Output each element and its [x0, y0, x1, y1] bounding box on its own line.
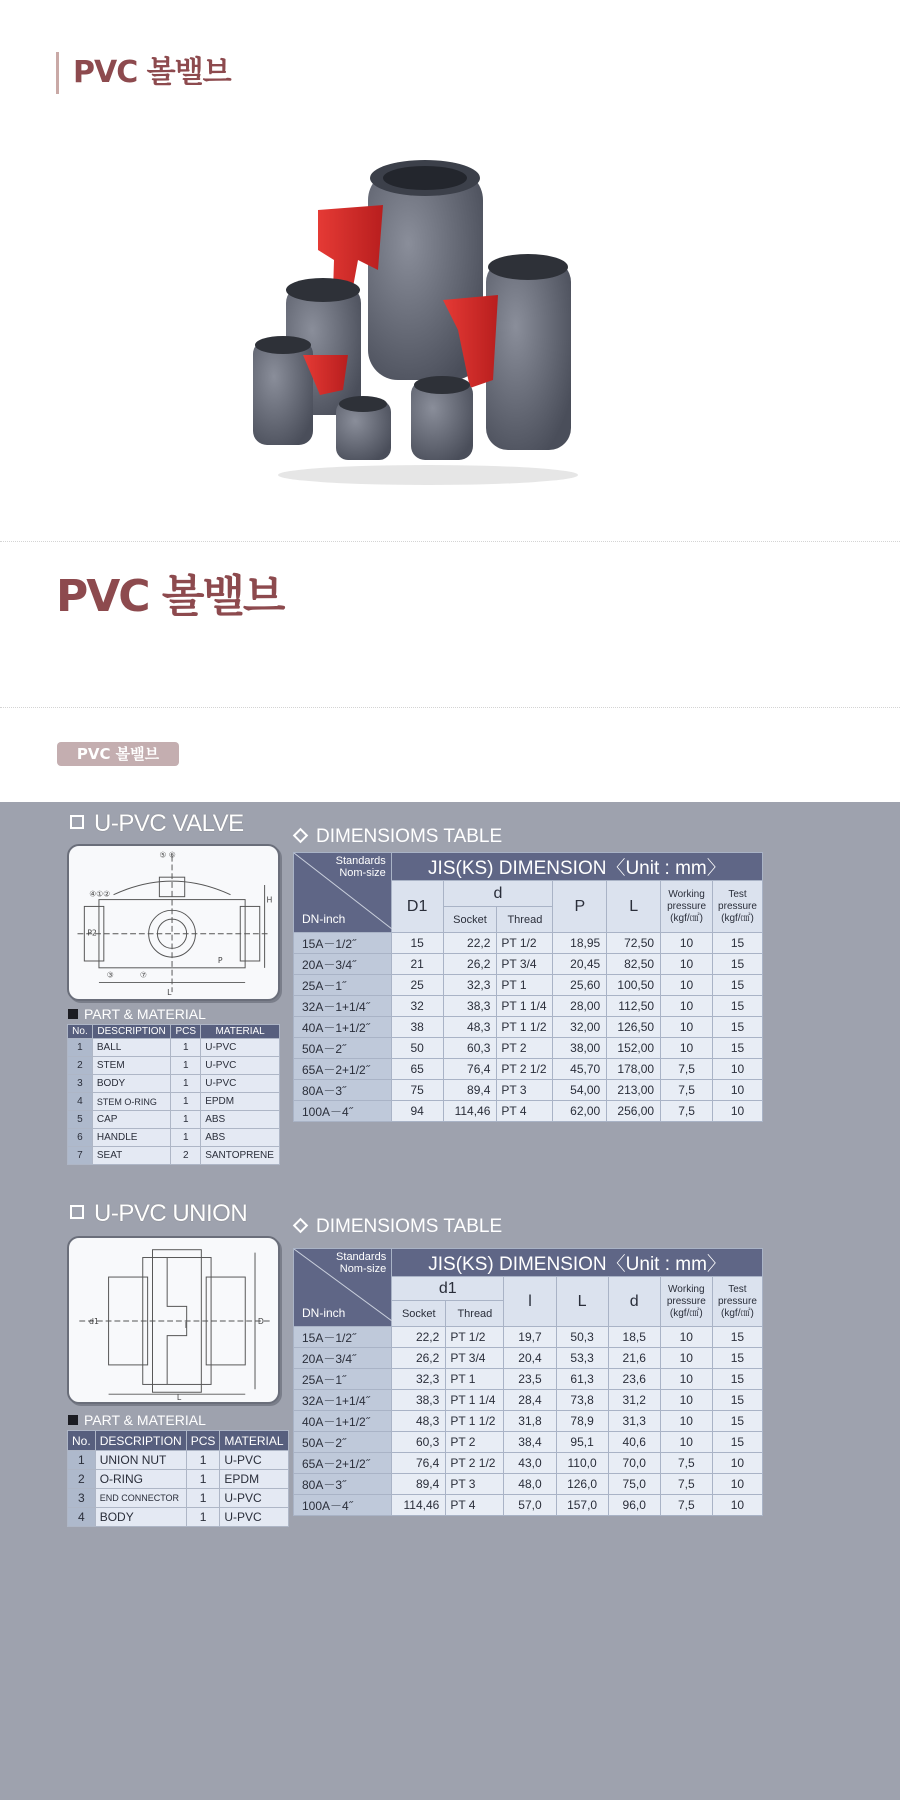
part-no: 6 — [68, 1129, 93, 1147]
row-nom-size: 100A－4˝ — [294, 1101, 392, 1122]
part-material: SANTOPRENE — [201, 1147, 280, 1165]
valve-drawing — [67, 844, 280, 1001]
parts-row — [68, 1039, 280, 1057]
part-material: U-PVC — [220, 1489, 288, 1508]
svg-text:D: D — [257, 1316, 264, 1326]
cell-test-pressure: 15 — [712, 1369, 762, 1390]
dimension-row — [294, 1017, 763, 1038]
part-pcs: 1 — [171, 1075, 201, 1093]
cell-D1: 50 — [391, 1038, 443, 1059]
part-no: 2 — [68, 1057, 93, 1075]
cell-thread: PT 1/2 — [446, 1327, 504, 1348]
cell-L: 78,9 — [556, 1411, 608, 1432]
cell-thread: PT 3/4 — [497, 954, 553, 975]
cell-test-pressure: 15 — [712, 1411, 762, 1432]
cell-socket: 114,46 — [392, 1495, 446, 1516]
parts-row — [68, 1057, 280, 1075]
cell-L: 256,00 — [607, 1101, 661, 1122]
cell-working-pressure: 7,5 — [660, 1474, 712, 1495]
part-no: 5 — [68, 1111, 93, 1129]
cell-working-pressure: 10 — [661, 954, 713, 975]
svg-text:l: l — [184, 1320, 187, 1330]
cell-l: 20,4 — [504, 1348, 556, 1369]
cell-working-pressure: 7,5 — [660, 1453, 712, 1474]
row-nom-size: 25A－1˝ — [294, 1369, 392, 1390]
cell-d: 23,6 — [608, 1369, 660, 1390]
part-material: U-PVC — [201, 1039, 280, 1057]
dimension-row — [294, 996, 763, 1017]
cell-D1: 15 — [391, 933, 443, 954]
cell-test-pressure: 15 — [713, 975, 763, 996]
cell-d: 18,5 — [608, 1327, 660, 1348]
dimension-row — [294, 975, 763, 996]
cell-thread: PT 2 1/2 — [446, 1453, 504, 1474]
cell-l: 57,0 — [504, 1495, 556, 1516]
cell-L: 152,00 — [607, 1038, 661, 1059]
cell-L: 110,0 — [556, 1453, 608, 1474]
cell-test-pressure: 15 — [712, 1348, 762, 1369]
cell-working-pressure: 10 — [660, 1411, 712, 1432]
cell-test-pressure: 15 — [713, 954, 763, 975]
part-pcs: 1 — [171, 1057, 201, 1075]
cell-thread: PT 3/4 — [446, 1348, 504, 1369]
valve-heading-text: U-PVC VALVE — [94, 810, 244, 837]
parts-row — [68, 1111, 280, 1129]
parts-row — [68, 1451, 289, 1470]
cell-L: 178,00 — [607, 1059, 661, 1080]
row-nom-size: 40A－1+1/2˝ — [294, 1017, 392, 1038]
row-nom-size: 32A－1+1/4˝ — [294, 996, 392, 1017]
col-D1: D1 — [391, 881, 443, 933]
svg-text:P2: P2 — [87, 928, 97, 938]
cell-L: 73,8 — [556, 1390, 608, 1411]
cell-working-pressure: 10 — [660, 1390, 712, 1411]
row-nom-size: 40A－1+1/2˝ — [294, 1411, 392, 1432]
cell-socket: 89,4 — [443, 1080, 497, 1101]
cell-test-pressure: 10 — [712, 1495, 762, 1516]
cell-P: 28,00 — [553, 996, 607, 1017]
part-description: STEM O-RING — [92, 1093, 170, 1111]
part-description: BODY — [92, 1075, 170, 1093]
union-part-title-text: PART & MATERIAL — [84, 1412, 206, 1428]
cell-test-pressure: 10 — [712, 1453, 762, 1474]
col-socket: Socket — [392, 1301, 446, 1327]
cell-thread: PT 1/2 — [497, 933, 553, 954]
cell-working-pressure: 10 — [661, 996, 713, 1017]
col-d1: d1 — [392, 1277, 504, 1301]
cell-l: 48,0 — [504, 1474, 556, 1495]
row-nom-size: 25A－1˝ — [294, 975, 392, 996]
cell-l: 31,8 — [504, 1411, 556, 1432]
part-description: SEAT — [92, 1147, 170, 1165]
row-nom-size: 15A－1/2˝ — [294, 1327, 392, 1348]
cell-L: 126,0 — [556, 1474, 608, 1495]
svg-text:d1: d1 — [89, 1316, 99, 1326]
cell-thread: PT 1 1/4 — [497, 996, 553, 1017]
cell-socket: 48,3 — [392, 1411, 446, 1432]
col-material: MATERIAL — [220, 1431, 288, 1451]
svg-text:P: P — [217, 955, 223, 965]
main-header: JIS(KS) DIMENSION〈Unit : mm〉 — [392, 1249, 763, 1277]
parts-row — [68, 1129, 280, 1147]
col-material: MATERIAL — [201, 1025, 280, 1039]
cell-l: 19,7 — [504, 1327, 556, 1348]
cell-working-pressure: 7,5 — [660, 1495, 712, 1516]
part-material: EPDM — [201, 1093, 280, 1111]
col-test-pressure: Test pressure (kgf/㎠) — [712, 1277, 762, 1327]
cell-working-pressure: 10 — [661, 975, 713, 996]
cell-working-pressure: 10 — [661, 1017, 713, 1038]
cell-P: 62,00 — [553, 1101, 607, 1122]
part-description: HANDLE — [92, 1129, 170, 1147]
cell-thread: PT 1 1/2 — [497, 1017, 553, 1038]
part-no: 2 — [68, 1470, 96, 1489]
cell-socket: 89,4 — [392, 1474, 446, 1495]
row-nom-size: 20A－3/4˝ — [294, 1348, 392, 1369]
part-description: END CONNECTOR — [95, 1489, 186, 1508]
row-nom-size: 65A－2+1/2˝ — [294, 1059, 392, 1080]
dimension-row — [294, 1059, 763, 1080]
cell-test-pressure: 15 — [713, 933, 763, 954]
part-pcs: 1 — [171, 1093, 201, 1111]
cell-P: 32,00 — [553, 1017, 607, 1038]
cell-thread: PT 2 — [446, 1432, 504, 1453]
cell-thread: PT 3 — [446, 1474, 504, 1495]
col-working-pressure: Working pressure (kgf/㎠) — [660, 1277, 712, 1327]
part-no: 3 — [68, 1489, 96, 1508]
corner-top-label: Standards Nom-size — [335, 855, 386, 879]
cell-working-pressure: 7,5 — [661, 1059, 713, 1080]
part-no: 3 — [68, 1075, 93, 1093]
cell-l: 28,4 — [504, 1390, 556, 1411]
dimension-row — [294, 1453, 763, 1474]
col-thread: Thread — [446, 1301, 504, 1327]
cell-thread: PT 1 1/4 — [446, 1390, 504, 1411]
col-L: L — [607, 881, 661, 933]
row-nom-size: 100A－4˝ — [294, 1495, 392, 1516]
dimension-row — [294, 1348, 763, 1369]
cell-D1: 21 — [391, 954, 443, 975]
page-header-title: PVC 볼밸브 — [56, 52, 231, 94]
cell-L: 53,3 — [556, 1348, 608, 1369]
cell-thread: PT 1 — [446, 1369, 504, 1390]
cell-socket: 60,3 — [392, 1432, 446, 1453]
part-pcs: 1 — [171, 1129, 201, 1147]
cell-socket: 38,3 — [443, 996, 497, 1017]
union-drawing — [67, 1236, 280, 1404]
part-description: STEM — [92, 1057, 170, 1075]
cell-d: 31,3 — [608, 1411, 660, 1432]
col-description: DESCRIPTION — [95, 1431, 186, 1451]
cell-thread: PT 4 — [446, 1495, 504, 1516]
cell-D1: 32 — [391, 996, 443, 1017]
cell-test-pressure: 10 — [713, 1059, 763, 1080]
parts-row — [68, 1489, 289, 1508]
cell-D1: 25 — [391, 975, 443, 996]
cell-test-pressure: 15 — [712, 1432, 762, 1453]
dimension-row — [294, 1101, 763, 1122]
dimension-row — [294, 1038, 763, 1059]
cell-working-pressure: 10 — [661, 1038, 713, 1059]
part-pcs: 1 — [186, 1470, 220, 1489]
dimension-row — [294, 1411, 763, 1432]
main-header: JIS(KS) DIMENSION〈Unit : mm〉 — [391, 853, 762, 881]
cell-socket: 26,2 — [443, 954, 497, 975]
cell-D1: 75 — [391, 1080, 443, 1101]
divider — [0, 541, 900, 542]
cell-working-pressure: 10 — [660, 1369, 712, 1390]
cell-socket: 32,3 — [443, 975, 497, 996]
dimension-row — [294, 1495, 763, 1516]
union-heading-text: U-PVC UNION — [94, 1200, 248, 1227]
cell-L: 82,50 — [607, 954, 661, 975]
cell-P: 45,70 — [553, 1059, 607, 1080]
dimension-row — [294, 1474, 763, 1495]
dimension-row — [294, 1432, 763, 1453]
cell-thread: PT 2 — [497, 1038, 553, 1059]
dimension-row — [294, 1390, 763, 1411]
cell-L: 112,50 — [607, 996, 661, 1017]
row-nom-size: 32A－1+1/4˝ — [294, 1390, 392, 1411]
cell-L: 100,50 — [607, 975, 661, 996]
cell-thread: PT 1 1/2 — [446, 1411, 504, 1432]
svg-text:④①②: ④①② — [89, 889, 111, 899]
part-no: 1 — [68, 1039, 93, 1057]
cell-working-pressure: 10 — [660, 1348, 712, 1369]
cell-D1: 65 — [391, 1059, 443, 1080]
dimension-row — [294, 954, 763, 975]
row-nom-size: 15A－1/2˝ — [294, 933, 392, 954]
col-d: d — [608, 1277, 660, 1327]
cell-d: 31,2 — [608, 1390, 660, 1411]
cell-L: 157,0 — [556, 1495, 608, 1516]
dimension-row — [294, 933, 763, 954]
cell-l: 23,5 — [504, 1369, 556, 1390]
part-material: ABS — [201, 1129, 280, 1147]
part-no: 4 — [68, 1508, 96, 1527]
col-no: No. — [68, 1025, 93, 1039]
cell-working-pressure: 10 — [660, 1327, 712, 1348]
cell-socket: 114,46 — [443, 1101, 497, 1122]
cell-test-pressure: 10 — [712, 1474, 762, 1495]
cell-working-pressure: 7,5 — [661, 1101, 713, 1122]
col-pcs: PCS — [171, 1025, 201, 1039]
cell-d: 40,6 — [608, 1432, 660, 1453]
part-material: U-PVC — [201, 1057, 280, 1075]
cell-test-pressure: 15 — [712, 1390, 762, 1411]
parts-row — [68, 1470, 289, 1489]
svg-text:⑤ ⑥: ⑤ ⑥ — [159, 850, 176, 860]
row-nom-size: 80A－3˝ — [294, 1474, 392, 1495]
cell-socket: 22,2 — [443, 933, 497, 954]
row-nom-size: 50A－2˝ — [294, 1432, 392, 1453]
cell-L: 50,3 — [556, 1327, 608, 1348]
part-material: U-PVC — [220, 1451, 288, 1470]
valve-dim-title-text: DIMENSIOMS TABLE — [316, 826, 503, 847]
union-section-heading — [70, 1200, 247, 1228]
valve-dim-title — [295, 826, 502, 848]
part-description: UNION NUT — [95, 1451, 186, 1470]
cell-working-pressure: 7,5 — [661, 1080, 713, 1101]
cell-thread: PT 2 1/2 — [497, 1059, 553, 1080]
union-parts-table — [67, 1430, 289, 1527]
part-material: U-PVC — [220, 1508, 288, 1527]
cell-d: 70,0 — [608, 1453, 660, 1474]
union-dim-title-text: DIMENSIOMS TABLE — [316, 1216, 503, 1237]
part-pcs: 2 — [171, 1147, 201, 1165]
svg-text:H: H — [266, 895, 273, 905]
corner-top-label: Standards Nom-size — [336, 1251, 387, 1275]
cell-thread: PT 4 — [497, 1101, 553, 1122]
col-l: l — [504, 1277, 556, 1327]
part-material: ABS — [201, 1111, 280, 1129]
svg-text:L: L — [176, 1393, 182, 1403]
part-pcs: 1 — [186, 1508, 220, 1527]
cell-L: 72,50 — [607, 933, 661, 954]
parts-row — [68, 1093, 280, 1111]
part-no: 1 — [68, 1451, 96, 1470]
cell-test-pressure: 15 — [713, 1017, 763, 1038]
col-working-pressure: Working pressure (kgf/㎠) — [661, 881, 713, 933]
cell-socket: 76,4 — [443, 1059, 497, 1080]
row-nom-size: 80A－3˝ — [294, 1080, 392, 1101]
row-nom-size: 20A－3/4˝ — [294, 954, 392, 975]
part-material: EPDM — [220, 1470, 288, 1489]
col-socket: Socket — [443, 907, 497, 933]
part-material: U-PVC — [201, 1075, 280, 1093]
cell-L: 95,1 — [556, 1432, 608, 1453]
cell-P: 38,00 — [553, 1038, 607, 1059]
cell-socket: 60,3 — [443, 1038, 497, 1059]
dimension-row — [294, 1080, 763, 1101]
cell-test-pressure: 15 — [713, 1038, 763, 1059]
cell-socket: 38,3 — [392, 1390, 446, 1411]
square-icon — [68, 1415, 78, 1425]
part-pcs: 1 — [186, 1489, 220, 1508]
square-icon — [70, 1205, 84, 1219]
category-pill[interactable]: PVC 볼밸브 — [57, 742, 179, 766]
cell-socket: 26,2 — [392, 1348, 446, 1369]
cell-test-pressure: 15 — [712, 1327, 762, 1348]
part-no: 4 — [68, 1093, 93, 1111]
square-icon — [70, 815, 84, 829]
part-pcs: 1 — [186, 1451, 220, 1470]
table-corner — [294, 853, 392, 933]
part-no: 7 — [68, 1147, 93, 1165]
cell-thread: PT 1 — [497, 975, 553, 996]
union-dim-title — [295, 1216, 502, 1238]
col-no: No. — [68, 1431, 96, 1451]
product-photo — [248, 150, 598, 490]
valve-part-title-text: PART & MATERIAL — [84, 1006, 206, 1022]
corner-bottom-label: DN-inch — [302, 1306, 346, 1320]
divider — [0, 707, 900, 708]
cell-socket: 48,3 — [443, 1017, 497, 1038]
col-thread: Thread — [497, 907, 553, 933]
dimension-row — [294, 1369, 763, 1390]
parts-row — [68, 1508, 289, 1527]
cell-P: 18,95 — [553, 933, 607, 954]
valve-parts-table — [67, 1024, 280, 1165]
col-pcs: PCS — [186, 1431, 220, 1451]
cell-socket: 32,3 — [392, 1369, 446, 1390]
cell-L: 126,50 — [607, 1017, 661, 1038]
svg-text:③: ③ — [106, 970, 114, 980]
cell-L: 61,3 — [556, 1369, 608, 1390]
diamond-icon — [293, 828, 309, 844]
cell-d: 21,6 — [608, 1348, 660, 1369]
part-pcs: 1 — [171, 1039, 201, 1057]
valve-section-heading — [70, 810, 244, 838]
part-description: O-RING — [95, 1470, 186, 1489]
union-part-title — [68, 1412, 206, 1428]
row-nom-size: 50A－2˝ — [294, 1038, 392, 1059]
cell-working-pressure: 10 — [660, 1432, 712, 1453]
col-description: DESCRIPTION — [92, 1025, 170, 1039]
col-d: d — [443, 881, 553, 907]
row-nom-size: 65A－2+1/2˝ — [294, 1453, 392, 1474]
cell-D1: 38 — [391, 1017, 443, 1038]
cell-test-pressure: 15 — [713, 996, 763, 1017]
cell-l: 38,4 — [504, 1432, 556, 1453]
part-description: BALL — [92, 1039, 170, 1057]
col-test-pressure: Test pressure (kgf/㎠) — [713, 881, 763, 933]
col-L: L — [556, 1277, 608, 1327]
table-corner — [294, 1249, 392, 1327]
square-icon — [68, 1009, 78, 1019]
parts-row — [68, 1147, 280, 1165]
cell-l: 43,0 — [504, 1453, 556, 1474]
cell-test-pressure: 10 — [713, 1080, 763, 1101]
part-description: CAP — [92, 1111, 170, 1129]
cell-socket: 22,2 — [392, 1327, 446, 1348]
cell-test-pressure: 10 — [713, 1101, 763, 1122]
cell-L: 213,00 — [607, 1080, 661, 1101]
diamond-icon — [293, 1218, 309, 1234]
valve-part-title — [68, 1006, 206, 1022]
parts-row — [68, 1075, 280, 1093]
svg-text:⑦: ⑦ — [139, 970, 147, 980]
cell-d: 75,0 — [608, 1474, 660, 1495]
union-dimensions-table — [293, 1248, 763, 1516]
col-P: P — [553, 881, 607, 933]
valve-dimensions-table — [293, 852, 763, 1122]
part-description: BODY — [95, 1508, 186, 1527]
part-pcs: 1 — [171, 1111, 201, 1129]
cell-P: 54,00 — [553, 1080, 607, 1101]
svg-text:L: L — [167, 988, 172, 998]
cell-P: 20,45 — [553, 954, 607, 975]
product-title: PVC 볼밸브 — [56, 571, 284, 622]
dimension-row — [294, 1327, 763, 1348]
cell-socket: 76,4 — [392, 1453, 446, 1474]
cell-working-pressure: 10 — [661, 933, 713, 954]
corner-bottom-label: DN-inch — [302, 912, 346, 926]
cell-thread: PT 3 — [497, 1080, 553, 1101]
cell-d: 96,0 — [608, 1495, 660, 1516]
cell-P: 25,60 — [553, 975, 607, 996]
cell-D1: 94 — [391, 1101, 443, 1122]
